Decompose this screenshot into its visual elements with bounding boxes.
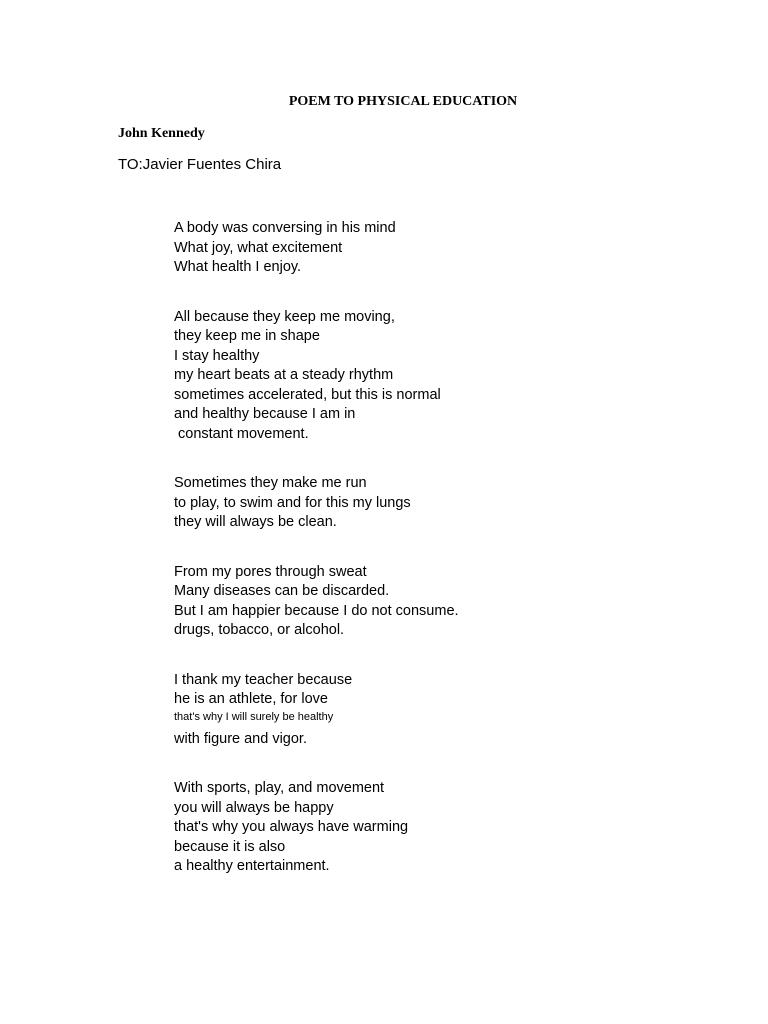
dedication-line: TO:Javier Fuentes Chira <box>118 156 282 173</box>
poem-line: because it is also <box>174 838 286 855</box>
poem-line: and healthy because I am in <box>174 406 356 422</box>
document-title: POEM TO PHYSICAL EDUCATION <box>288 94 518 109</box>
poem-line: a healthy entertainment. <box>174 858 330 874</box>
poem-line: my heart beats at a steady rhythm <box>174 367 394 383</box>
poem-line: Sometimes they make me run <box>174 475 367 491</box>
poem-line: that's why you always have warming <box>174 819 409 835</box>
poem-line: With sports, play, and movement <box>174 780 385 796</box>
poem-line: with figure and vigor. <box>174 730 307 747</box>
poem-line: to play, to swim and for this my lungs <box>174 494 411 511</box>
poem-line: constant movement. <box>174 425 309 442</box>
poem-line: they will always be clean. <box>174 514 337 530</box>
poem-line: he is an athlete, for love <box>174 691 328 707</box>
poem-line: sometimes accelerated, but this is normal <box>174 386 441 403</box>
stanza-6 <box>174 779 694 877</box>
stanza-2 <box>174 308 694 445</box>
stanza-4 <box>174 563 694 641</box>
poem-line-small: that's why I will surely be healthy <box>174 710 334 723</box>
poem-line: drugs, tobacco, or alcohol. <box>174 622 345 638</box>
poem-line: Many diseases can be discarded. <box>174 583 390 599</box>
poem-line: they keep me in shape <box>174 328 320 344</box>
poem-line: All because they keep me moving, <box>174 308 395 325</box>
stanza-1 <box>174 219 694 278</box>
poem-line: What health I enjoy. <box>174 259 302 275</box>
poem-line: I thank my teacher because <box>174 671 353 688</box>
poem-line: A body was conversing in his mind <box>174 220 396 236</box>
poem-line: From my pores through sweat <box>174 563 367 580</box>
poem-line: you will always be happy <box>174 799 334 816</box>
poem-line: I stay healthy <box>174 347 260 364</box>
poem-line: But I am happier because I do not consume. <box>174 602 459 619</box>
stanza-3 <box>174 474 694 533</box>
poem-body <box>174 219 694 907</box>
poem-line: What joy, what excitement <box>174 239 343 256</box>
author-name: John Kennedy <box>118 126 205 141</box>
stanza-5 <box>174 671 694 750</box>
